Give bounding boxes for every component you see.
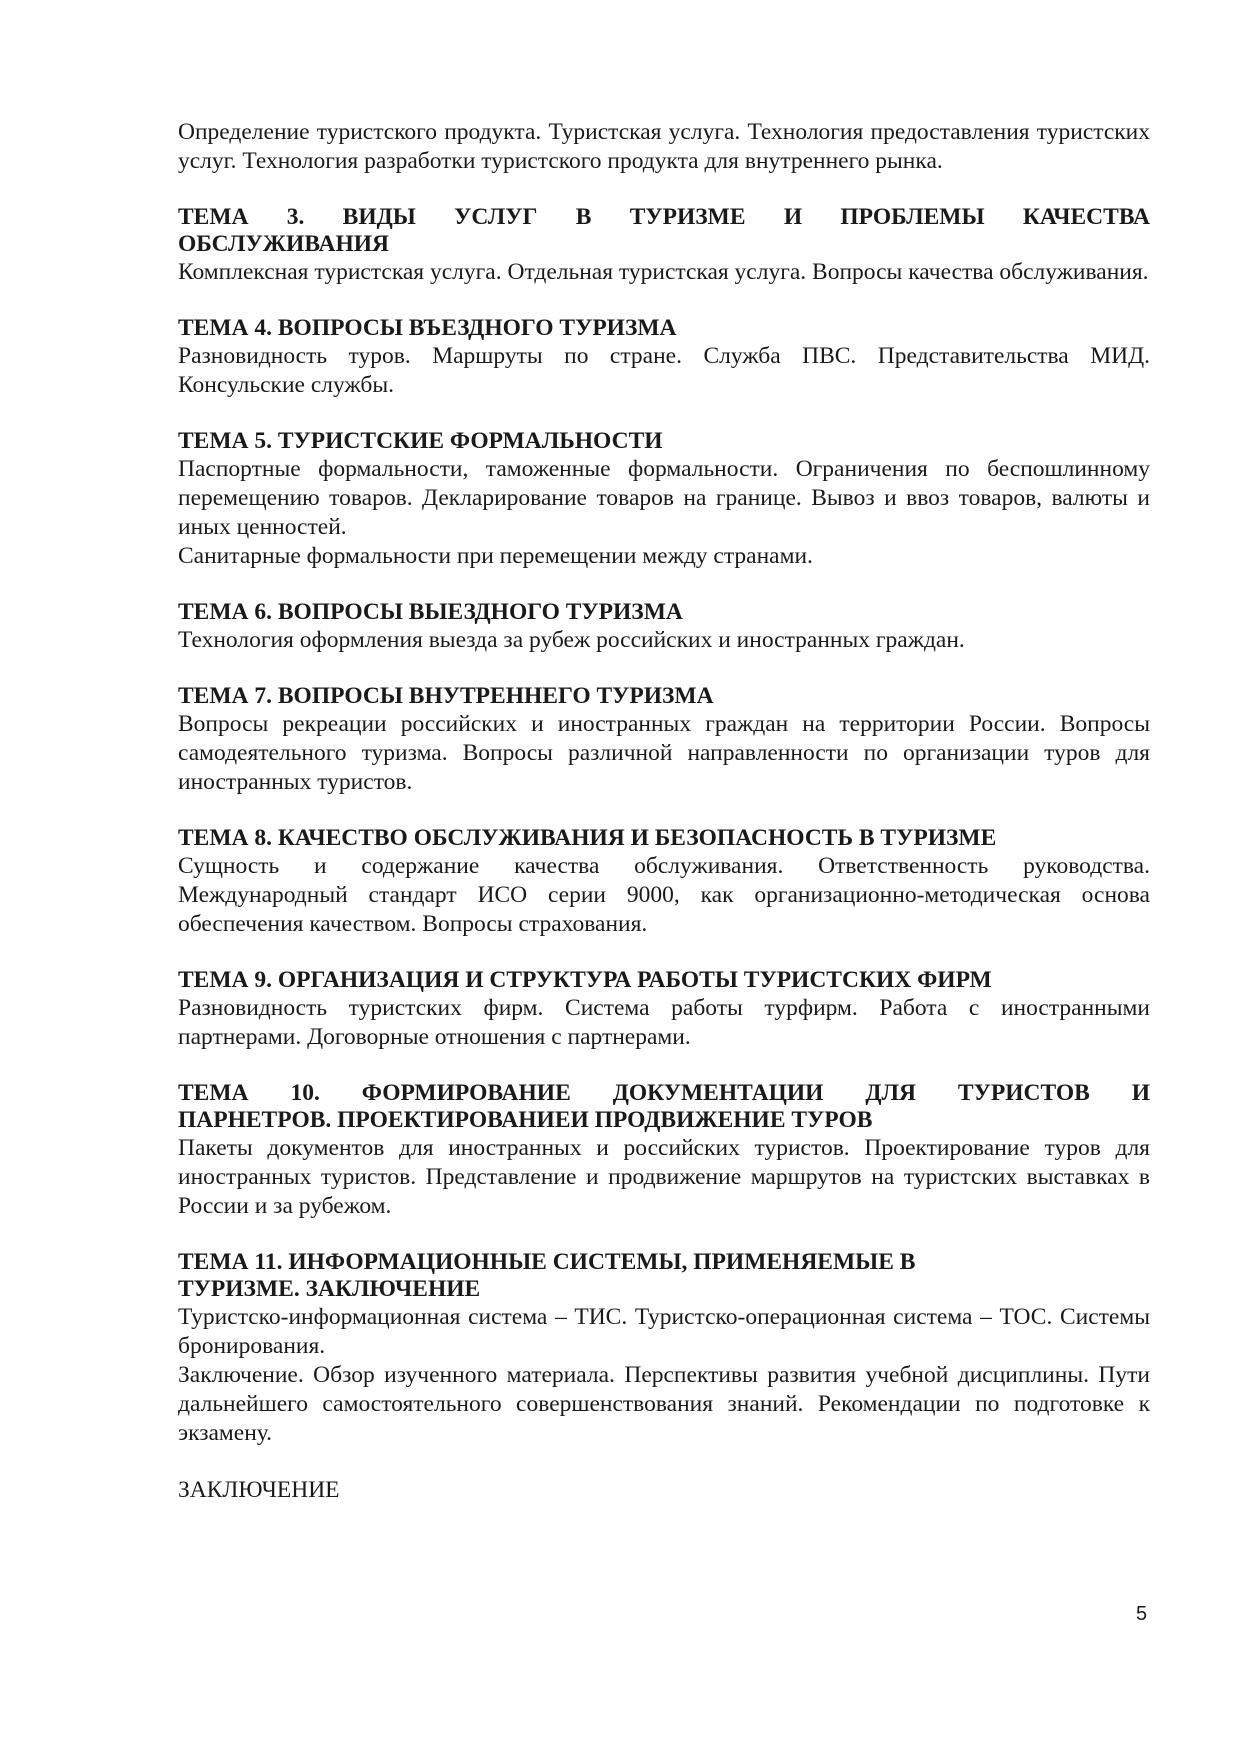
topic-4-heading: [178, 315, 1150, 342]
topic-6-heading-line-1: ТЕМА 6. ВОПРОСЫ ВЫЕЗДНОГО ТУРИЗМА: [178, 599, 683, 625]
topic-11-section: [178, 1249, 1150, 1448]
topic-6-paragraph-1: Технология оформления выезда за рубеж российских и иностранных граждан.: [178, 627, 965, 653]
conclusion-label: ЗАКЛЮЧЕНИЕ: [178, 1477, 340, 1503]
topic-7-heading: [178, 683, 1150, 710]
topic-4-heading-line-1: ТЕМА 4. ВОПРОСЫ ВЪЕЗДНОГО ТУРИЗМА: [178, 315, 677, 341]
topic-11-paragraph-1: Туристско-информационная система – ТИС. Туристско-операционная система – ТОС. Системы бронирования.: [178, 1304, 1150, 1359]
topic-5-heading: [178, 428, 1150, 455]
topic-11-heading: [178, 1249, 1150, 1303]
topic-6-section: [178, 599, 1150, 655]
topic-3-heading-line-2: ОБСЛУЖИВАНИЯ: [178, 231, 390, 257]
topic-3-heading-line-1: ТЕМА 3. ВИДЫ УСЛУГ В ТУРИЗМЕ И ПРОБЛЕМЫ КАЧЕСТВА: [178, 204, 1150, 230]
topic-10-paragraph-1: Пакеты документов для иностранных и российских туристов. Проектирование туров для иностранных туристов. Представление и продвижение маршрутов на туристских выставках в России и за рубежом.: [178, 1135, 1150, 1219]
document-body: [178, 118, 1150, 1505]
topic-5-paragraph-1: Паспортные формальности, таможенные формальности. Ограничения по беспошлинному перемещению товаров. Декларирование товаров на границе. Вывоз и ввоз товаров, валюты и иных ценностей.: [178, 456, 1150, 540]
topic-11-paragraph-2: Заключение. Обзор изученного материала. Перспективы развития учебной дисциплины. Пути дальнейшего самостоятельного совершенствования знаний. Рекомендации по подготовке к экзамену.: [178, 1362, 1150, 1446]
topic-10-heading: [178, 1080, 1150, 1134]
topic-8-paragraph-1: Сущность и содержание качества обслуживания. Ответственность руководства. Международный стандарт ИСО серии 9000, как организационно-методическая основа обеспечения качеством. Вопросы страхования.: [178, 853, 1150, 937]
topic-10-heading-line-1: ТЕМА 10. ФОРМИРОВАНИЕ ДОКУМЕНТАЦИИ ДЛЯ ТУРИСТОВ И: [178, 1080, 1150, 1106]
topic-9-section: [178, 967, 1150, 1052]
topic-4-section: [178, 315, 1150, 400]
topic-9-heading: [178, 967, 1150, 994]
topic-3-heading: [178, 204, 1150, 258]
topic-10-section: [178, 1080, 1150, 1221]
topic-4-paragraph-1: Разновидность туров. Маршруты по стране. Служба ПВС. Представительства МИД. Консульские службы.: [178, 343, 1150, 398]
page-number: 5: [1136, 1603, 1148, 1625]
topic-5-paragraph-2: Санитарные формальности при перемещении между странами.: [178, 543, 813, 569]
topic-5-heading-line-1: ТЕМА 5. ТУРИСТСКИЕ ФОРМАЛЬНОСТИ: [178, 428, 663, 454]
topic-8-section: [178, 825, 1150, 939]
topic-3-section: [178, 204, 1150, 287]
topic-3-paragraph-1: Комплексная туристская услуга. Отдельная туристская услуга. Вопросы качества обслуживания.: [178, 259, 1149, 285]
topic-8-heading: [178, 825, 1150, 852]
topic-7-heading-line-1: ТЕМА 7. ВОПРОСЫ ВНУТРЕННЕГО ТУРИЗМА: [178, 683, 714, 709]
topic-6-heading: [178, 599, 1150, 626]
topic-7-paragraph-1: Вопросы рекреации российских и иностранных граждан на территории России. Вопросы самодеятельного туризма. Вопросы различной направленности по организации туров для иностранных туристов.: [178, 711, 1150, 795]
topic-5-section: [178, 428, 1150, 571]
intro-paragraph: Определение туристского продукта. Туристская услуга. Технология предоставления туристских услуг. Технология разработки туристского продукта для внутреннего рынка.: [178, 119, 1150, 174]
topic-9-heading-line-1: ТЕМА 9. ОРГАНИЗАЦИЯ И СТРУКТУРА РАБОТЫ ТУРИСТСКИХ ФИРМ: [178, 967, 992, 993]
intro-section: [178, 118, 1150, 176]
topic-9-paragraph-1: Разновидность туристских фирм. Система работы турфирм. Работа с иностранными партнерами. Договорные отношения с партнерами.: [178, 995, 1150, 1050]
topic-8-heading-line-1: ТЕМА 8. КАЧЕСТВО ОБСЛУЖИВАНИЯ И БЕЗОПАСНОСТЬ В ТУРИЗМЕ: [178, 825, 997, 851]
topic-7-section: [178, 683, 1150, 797]
topic-11-heading-line-2: ТУРИЗМЕ. ЗАКЛЮЧЕНИЕ: [178, 1276, 481, 1302]
topic-10-heading-line-2: ПАРНЕТРОВ. ПРОЕКТИРОВАНИЕИ ПРОДВИЖЕНИЕ ТУРОВ: [178, 1107, 873, 1133]
topic-11-heading-line-1: ТЕМА 11. ИНФОРМАЦИОННЫЕ СИСТЕМЫ, ПРИМЕНЯЕМЫЕ В: [178, 1249, 916, 1275]
